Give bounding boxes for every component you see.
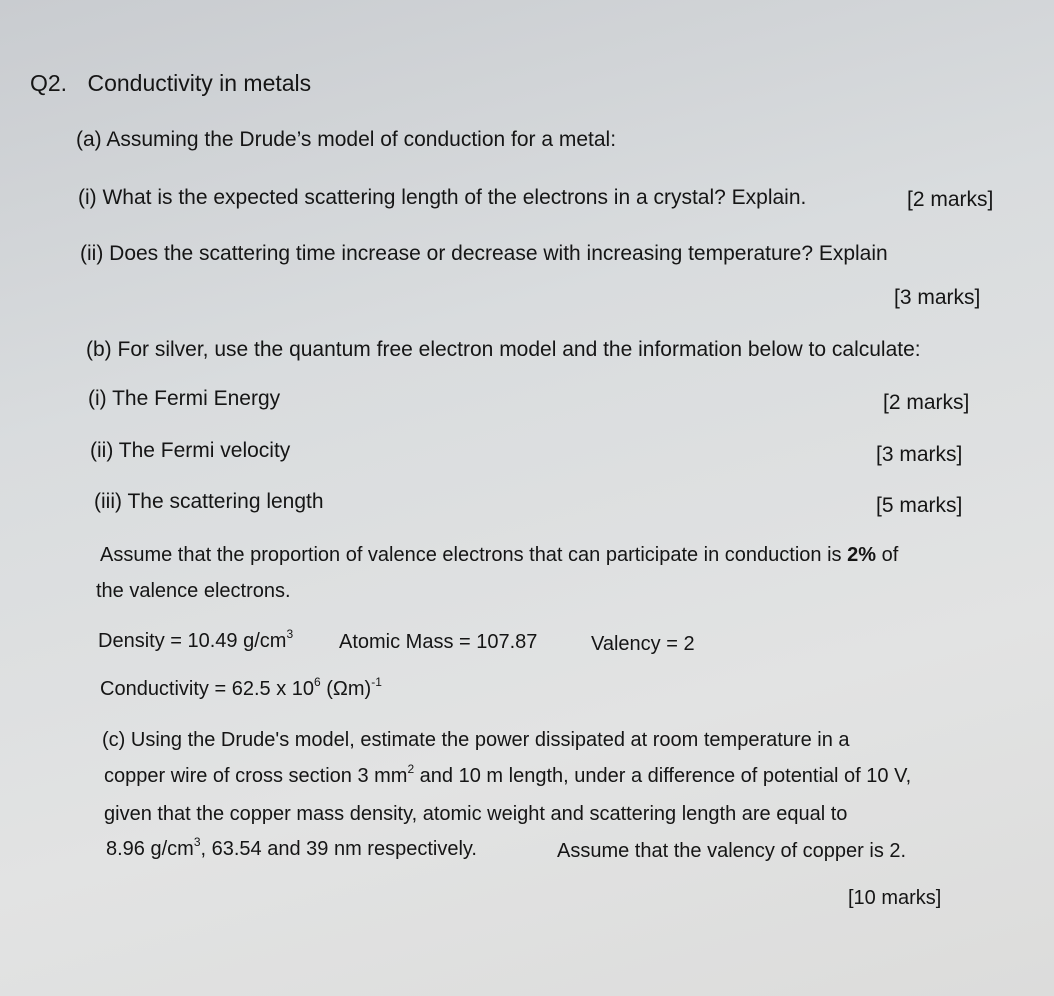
- density-text: Density = 10.49 g/cm: [98, 630, 287, 652]
- part-c-line-4-a: 8.96 g/cm: [106, 838, 194, 860]
- part-b-iii-text: (iii) The scattering length: [94, 490, 324, 513]
- part-a-i-text: (i) What is the expected scattering length of the electrons in a crystal? Explain.: [78, 186, 807, 209]
- part-b-intro: (b) For silver, use the quantum free electron model and the information below to calculate:: [86, 338, 921, 361]
- assumption-post: of: [876, 544, 899, 566]
- question-number: Q2.: [30, 70, 68, 96]
- part-c-line-4: [106, 836, 477, 862]
- conductivity-exponent-2: -1: [371, 675, 382, 689]
- part-c-line-4-b: , 63.54 and 39 nm respectively.: [200, 838, 477, 860]
- part-c-line-3: given that the copper mass density, atomic weight and scattering length are equal to: [104, 803, 848, 825]
- part-a-ii-text: (ii) Does the scattering time increase or decrease with increasing temperature? Explain: [80, 242, 888, 265]
- part-b-i-text: (i) The Fermi Energy: [88, 387, 281, 410]
- part-c-line-2-a: copper wire of cross section 3 mm: [104, 765, 408, 787]
- question-heading: [30, 70, 311, 96]
- part-c-line-2: [104, 763, 911, 789]
- part-c-line-2-b: and 10 m length, under a difference of potential of 10 V,: [414, 765, 912, 787]
- part-a-ii-marks: [3 marks]: [894, 286, 981, 309]
- assumption-pre: Assume that the proportion of valence electrons that can participate in conduction is: [100, 544, 848, 566]
- part-b-iii-marks: [5 marks]: [876, 494, 963, 517]
- assumption-line-2: the valence electrons.: [96, 580, 291, 602]
- part-b-ii-text: (ii) The Fermi velocity: [90, 439, 291, 462]
- part-a-i-marks: [2 marks]: [907, 188, 994, 211]
- conductivity-text: Conductivity = 62.5 x 10: [100, 678, 315, 700]
- conductivity-unit: (Ωm): [320, 678, 372, 700]
- assumption-line-1: [100, 542, 898, 568]
- part-b-ii-marks: [3 marks]: [876, 443, 963, 466]
- part-c-copper-valency: Assume that the valency of copper is 2.: [557, 840, 907, 862]
- part-c-marks: [10 marks]: [848, 887, 942, 909]
- atomic-mass-value: Atomic Mass = 107.87: [339, 631, 538, 653]
- density-exponent: 3: [286, 627, 294, 641]
- part-c-line-2-exponent: 2: [407, 762, 415, 776]
- conductivity-value: [100, 676, 382, 702]
- part-c-line-4-exponent: 3: [193, 835, 201, 849]
- part-b-i-marks: [2 marks]: [883, 391, 970, 414]
- valency-value: Valency = 2: [591, 633, 695, 655]
- density-value: [98, 628, 293, 654]
- question-title: Conductivity in metals: [87, 70, 312, 96]
- part-c-line-1: (c) Using the Drude's model, estimate the power dissipated at room temperature in a: [102, 729, 850, 751]
- assumption-percent: 2%: [847, 544, 877, 566]
- part-a-intro: (a) Assuming the Drude’s model of conduction for a metal:: [76, 128, 617, 151]
- conductivity-exponent-1: 6: [314, 675, 321, 689]
